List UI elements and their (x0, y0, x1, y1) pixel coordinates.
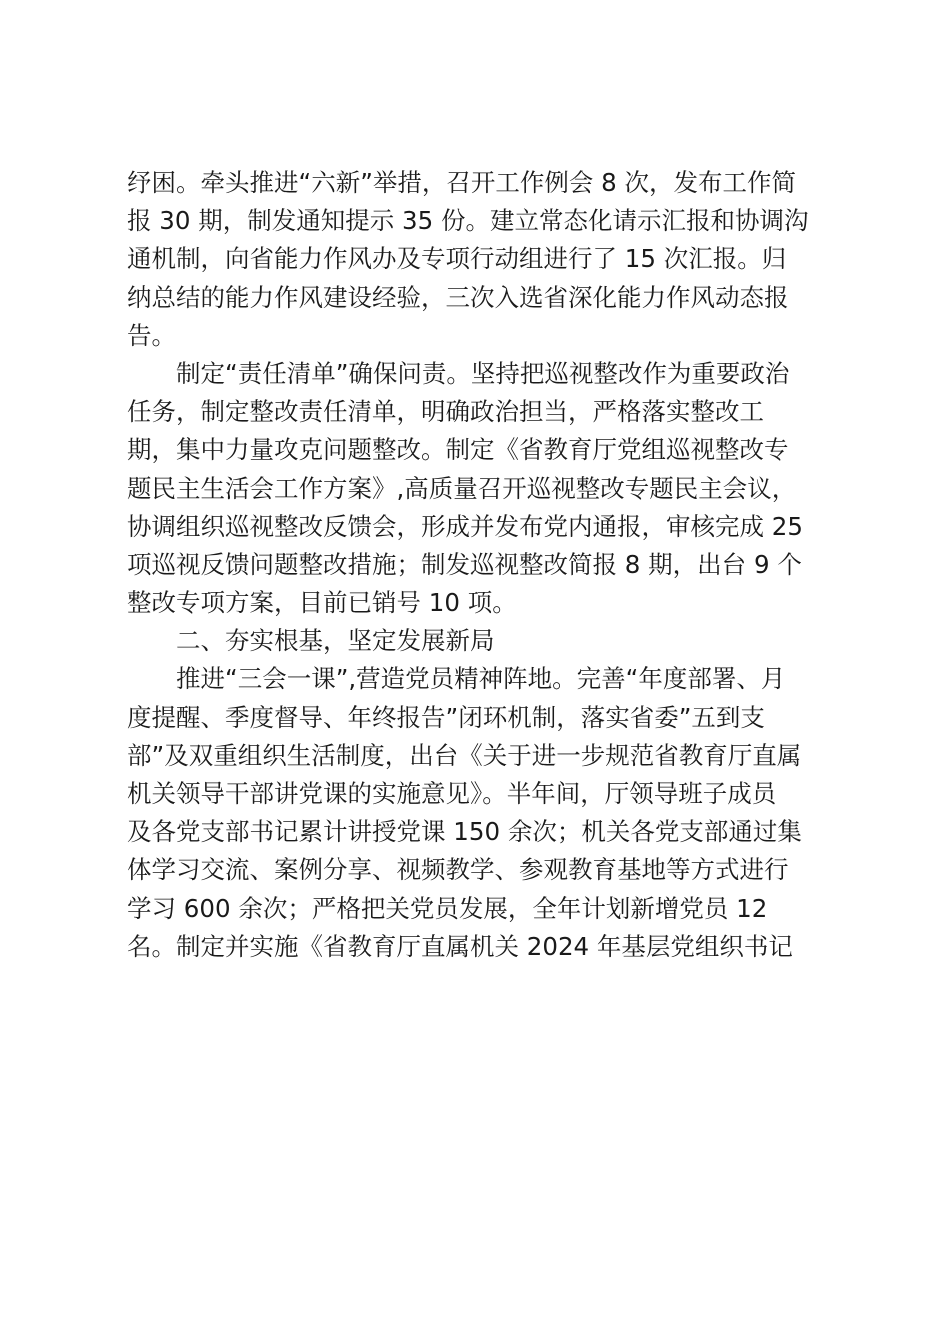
text-line: 整改专项方案，目前已销号 10 项。 (127, 588, 517, 618)
text-line: 度提醒、季度督导、年终报告”闭环机制，落实省委”五到支 (127, 702, 765, 732)
text-line: 协调组织巡视整改反馈会，形成并发布党内通报，审核完成 25 (127, 511, 803, 541)
text-line: 期，集中力量攻克问题整改。制定《省教育厅党组巡视整改专 (127, 435, 789, 465)
document-body (127, 164, 832, 966)
text-line: 纳总结的能力作风建设经验，三次入选省深化能力作风动态报 (127, 282, 789, 312)
paragraph-start-line: 推进“三会一课”,营造党员精神阵地。完善“年度部署、月 (127, 664, 786, 694)
text-line: 纾困。牵头推进“六新”举措，召开工作例会 8 次，发布工作简 (127, 168, 797, 197)
text-line: 告。 (127, 320, 176, 350)
text-line: 学习 600 余次；严格把关党员发展，全年计划新增党员 12 (127, 893, 768, 923)
text-line: 机关领导干部讲党课的实施意见》。半年间，厅领导班子成员 (127, 779, 777, 808)
text-line: 及各党支部书记累计讲授党课 150 余次；机关各党支部通过集 (127, 817, 802, 847)
text-line: 项巡视反馈问题整改措施；制发巡视整改简报 8 期，出台 9 个 (127, 549, 802, 579)
text-line: 名。制定并实施《省教育厅直属机关 2024 年基层党组织书记 (127, 931, 793, 961)
text-line: 题民主生活会工作方案》,高质量召开巡视整改专题民主会议， (127, 473, 797, 503)
paragraph-start-line: 制定“责任清单”确保问责。坚持把巡视整改作为重要政治 (127, 358, 790, 388)
text-line: 任务，制定整改责任清单，明确政治担当，严格落实整改工 (127, 397, 764, 427)
text-line: 通机制，向省能力作风办及专项行动组进行了 15 次汇报。归 (127, 244, 787, 274)
text-line: 体学习交流、案例分享、视频教学、参观教育基地等方式进行 (127, 855, 789, 885)
section-heading: 二、夯实根基，坚定发展新局 (127, 626, 495, 656)
text-line: 报 30 期，制发通知提示 35 份。建立常态化请示汇报和协调沟 (127, 206, 809, 236)
text-line: 部”及双重组织生活制度，出台《关于进一步规范省教育厅直属 (127, 740, 802, 770)
